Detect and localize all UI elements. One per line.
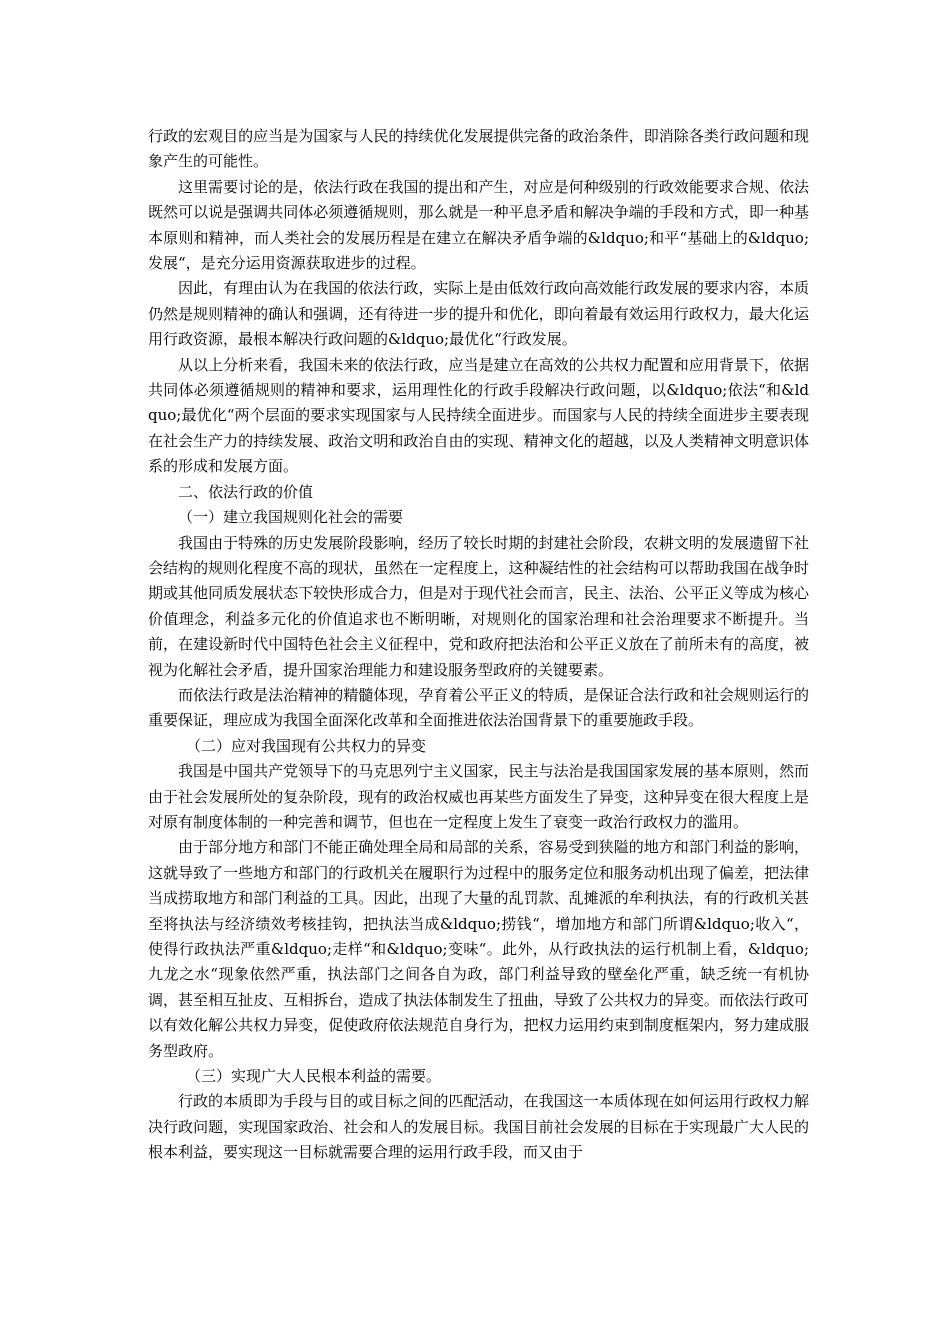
paragraph-history: 我国由于特殊的历史发展阶段影响，经历了较长时期的封建社会阶段，农耕文明的发展遗留下社会结构的规则化程度不高的现状，虽然在一定程度上，这种凝结性的社会结构可以帮助我国在战争时期或其他同质发展状态下较快形成合力，但是对于现代社会而言，民主、法治、公平正义等成为核心价值理念，利益多元化的价值追求也不断明晰，对规则化的国家治理和社会治理要求不断提升。当前，在建设新时代中国特色社会主义征程中，党和政府把法治和公平正义放在了前所未有的高度，被视为化解社会矛盾，提升国家治理能力和建设服务型政府的关键要素。: [148, 533, 809, 679]
subheading-rule-society: （一）建立我国规则化社会的需要: [178, 508, 404, 527]
paragraph-analysis: 从以上分析来看，我国未来的依法行政，应当是建立在高效的公共权力配置和应用背景下，依据共同体必须遵循规则的精神和要求，运用理性化的行政手段解决行政问题，以&ldquo;依法“和&ldquo;最优化“两个层面的要求实现国家与人民持续全面进步。而国家与人民的持续全面进步主要表现在社会生产力的持续发展、政治文明和政治自由的实现、精神文化的超越，以及人类精神文明意识体系的形成和发展方面。: [148, 355, 809, 476]
paragraph-local-interests: 由于部分地方和部门不能正确处理全局和局部的关系，容易受到狭隘的地方和部门利益的影响，这就导致了一些地方和部门的行政机关在履职行为过程中的服务定位和服务动机出现了偏差，把法律当成捞取地方和部门利益的工具。因此，出现了大量的乱罚款、乱摊派的牟利执法，有的行政机关甚至将执法与经济绩效考核挂钩，把执法当成&ldquo;捞钱“，增加地方和部门所谓&ldquo;收入“，使得行政执法严重&ldquo;走样“和&ldquo;变味“。此外，从行政执法的运行机制上看，&ldquo;九龙之水“现象依然严重，执法部门之间各自为政，部门利益导致的壁垒化严重，缺乏统一有机协调，甚至相互扯皮、互相拆台，造成了执法体制发生了扭曲，导致了公共权力的异变。而依法行政可以有效化解公共权力异变，促使政府依法规范自身行为，把权力运用约束到制度框架内，努力建成服务型政府。: [148, 838, 809, 1060]
subheading-people-interests: （三）实现广大人民根本利益的需要。: [186, 1067, 442, 1086]
section-heading-value: 二、依法行政的价值: [178, 482, 314, 501]
paragraph-continuation: 行政的宏观目的应当是为国家与人民的持续优化发展提供完备的政治条件，即消除各类行政问题和现象产生的可能性。: [148, 127, 809, 171]
paragraph-therefore: 因此，有理由认为在我国的依法行政，实际上是由低效行政向高效能行政发展的要求内容，本质仍然是规则精神的确认和强调，还有待进一步的提升和优化，即向着最有效运用行政权力，最大化运用行政资源，最根本解决行政问题的&ldquo;最优化“行政发展。: [148, 279, 809, 349]
subheading-public-power: （二）应对我国现有公共权力的异变: [186, 736, 427, 755]
paragraph-rule-of-law: 而依法行政是法治精神的精髓体现，孕育着公平正义的特质，是保证合法行政和社会规则运行的重要保证，理应成为我国全面深化改革和全面推进依法治国背景下的重要施政手段。: [148, 685, 809, 730]
paragraph-administration-essence: 行政的本质即为手段与目的或目标之间的匹配活动，在我国这一本质体现在如何运用行政权力解决行政问题，实现国家政治、社会和人的发展目标。我国目前社会发展的目标在于实现最广大人民的根本利益，要实现这一目标就需要合理的运用行政手段，而又由于: [148, 1092, 809, 1162]
document-body: [148, 124, 809, 1166]
paragraph-political-authority: 我国是中国共产党领导下的马克思列宁主义国家，民主与法治是我国国家发展的基本原则，然而由于社会发展所处的复杂阶段，现有的政治权威也再某些方面发生了异变，这种异变在很大程度上是对原有制度体制的一种完善和调节，但也在一定程度上发生了衰变一政治行政权力的滥用。: [148, 762, 809, 831]
paragraph-discussion: 这里需要讨论的是，依法行政在我国的提出和产生，对应是何种级别的行政效能要求合规、依法既然可以说是强调共同体必须遵循规则，那么就是一种平息矛盾和解决争端的手段和方式，即一种基本原则和精神，而人类社会的发展历程是在建立在解决矛盾争端的&ldquo;和平“基础上的&ldquo;发展“，是充分运用资源获取进步的过程。: [148, 177, 809, 273]
